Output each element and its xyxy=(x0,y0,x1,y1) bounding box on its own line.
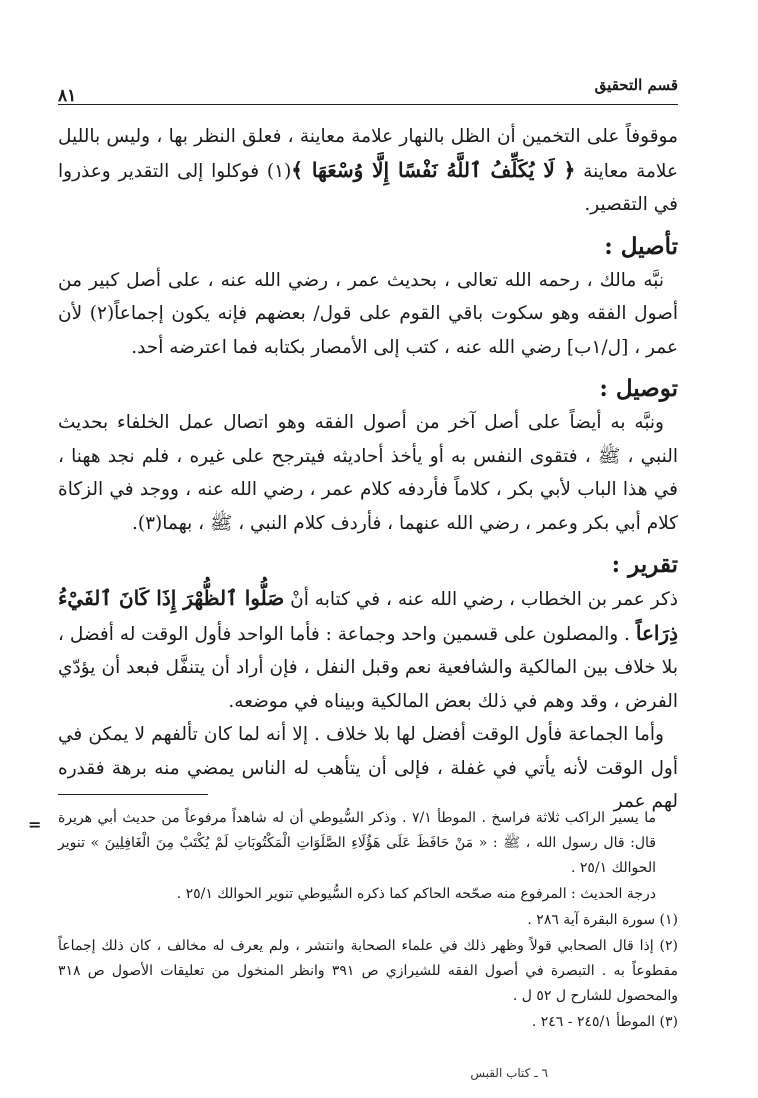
footnote-continuation: ما يسير الراكب ثلاثة فراسخ . الموطأ ٧/١ . وذكر السُّيوطي أن له شاهداً مرفوعاً من حديث أبي هريرة قال: قال رسول الله ، ﷺ : « مَنْ حَافَظَ عَلَى هَؤُلَاءِ الصَّلَوَاتِ الْمَكْتُوبَاتِ لَمْ يُكْتَبْ مِنَ الْغَافِلِينَ » تنوير الحوالك ٢٥/١ . xyxy=(58,810,656,876)
taqrir-paragraph-1 xyxy=(58,582,678,718)
main-text xyxy=(58,120,678,819)
running-header xyxy=(58,68,678,105)
quran-verse: ﴿ لَا يُكَلِّفُ ٱللَّهُ نَفْسًا إِلَّا وُسْعَهَا ﴾ xyxy=(291,157,576,182)
page xyxy=(28,68,679,1080)
taqrir-text-a: ذكر عمر بن الخطاب ، رضي الله عنه ، في كتابه أنْ xyxy=(284,589,678,610)
footnote-divider xyxy=(58,794,208,795)
heading-tawsil: توصيل : xyxy=(599,375,678,402)
hadith-quote: صَلُّوا ٱلظُّهْرَ إِذَا كَانَ ٱلفَيْءُ ذِرَاعاً xyxy=(58,586,678,645)
taqrir-paragraph-2: وأما الجماعة فأول الوقت أفضل لها بلا خلاف . إلا أنه لما كان تألفهم لا يمكن في أول الوقت لأنه يأتي في غفلة ، فإلى أن يتأهب له الناس يمضي منه برهة فقدره لهم عمر xyxy=(58,724,678,812)
printer-signature: ٦ ـ كتاب القبس xyxy=(470,1066,548,1080)
footnote-1: (١) سورة البقرة آية ٢٨٦ . xyxy=(527,912,678,928)
running-title: قسم التحقيق xyxy=(594,76,678,94)
heading-taasil: تأصيل : xyxy=(604,232,678,260)
intro-paragraph xyxy=(58,120,678,222)
footnote-2: (٢) إذا قال الصحابي قولاً وظهر ذلك في علماء الصحابة وانتشر ، ولم يعرف له مخالف ، كان ذلك إجماعاً مقطوعاً به . التبصرة في أصول الفقه للشيرازي ص ٣٩١ وانظر المنخول من تعليقات الأصول ص ٣١٨ والمحصول للشارح ل ٥٢ ل . xyxy=(58,938,678,1004)
taqrir-text-b: . والمصلون على قسمين واحد وجماعة : فأما الواحد فأول الوقت له أفضل ، بلا خلاف بين المالكية والشافعية نعم وقبل النفل ، فإن أراد أن يتنفَّل فبعد أن يؤدّي الفرض ، وقد وهم في ذلك بعض المالكية وبيناه في موضعه. xyxy=(58,623,678,712)
page-number: ٨١ xyxy=(58,86,77,106)
tawsil-paragraph: ونبَّه به أيضاً على أصل آخر من أصول الفقه وهو اتصال عمل الخلفاء بحديث النبي ، ﷺ ، فتقوى النفس به أو يأخذ أحاديثه فيترجح على غيره ، فلم نجد ههنا ، في هذا الباب لأبي بكر ، كلاماً فأردفه كلام عمر ، رضي الله عنه ، ووجد في الزكاة كلام أبي بكر وعمر ، رضي الله عنهما ، فأردف كلام النبي ، ﷺ ، بهما(٣). xyxy=(58,412,679,534)
taasil-paragraph: نبَّه مالك ، رحمه الله تعالى ، بحديث عمر ، رضي الله عنه ، على أصل كبير من أصول الفقه وهو سكوت باقي القوم على قول/ بعضهم فإنه يكون إجماعاً(٢) لأن عمر ، [ل/١ب] رضي الله عنه ، كتب إلى الأمصار بكتابه فما اعترضه أحد. xyxy=(58,269,678,358)
footnote-hadith-grade: درجة الحديث : المرفوع منه صحّحه الحاكم كما ذكره السُّيوطي تنوير الحوالك ٢٥/١ . xyxy=(176,886,656,902)
intro-text-a: موقوفاً على التخمين أن الظل بالنهار علامة معاينة ، فعلق النظر بها ، وليس بالليل علامة معاينة xyxy=(58,126,678,182)
footnotes xyxy=(28,806,678,1036)
heading-taqrir: تقرير : xyxy=(611,551,678,578)
footnote-3: (٣) الموطأ ٢٤٥/١ - ٢٤٦ . xyxy=(531,1014,678,1030)
footnote-continuation-mark: = xyxy=(28,815,42,834)
intro-text-b: (١) فوكلوا إلى التقدير وعذروا في التقصير. xyxy=(58,160,678,215)
